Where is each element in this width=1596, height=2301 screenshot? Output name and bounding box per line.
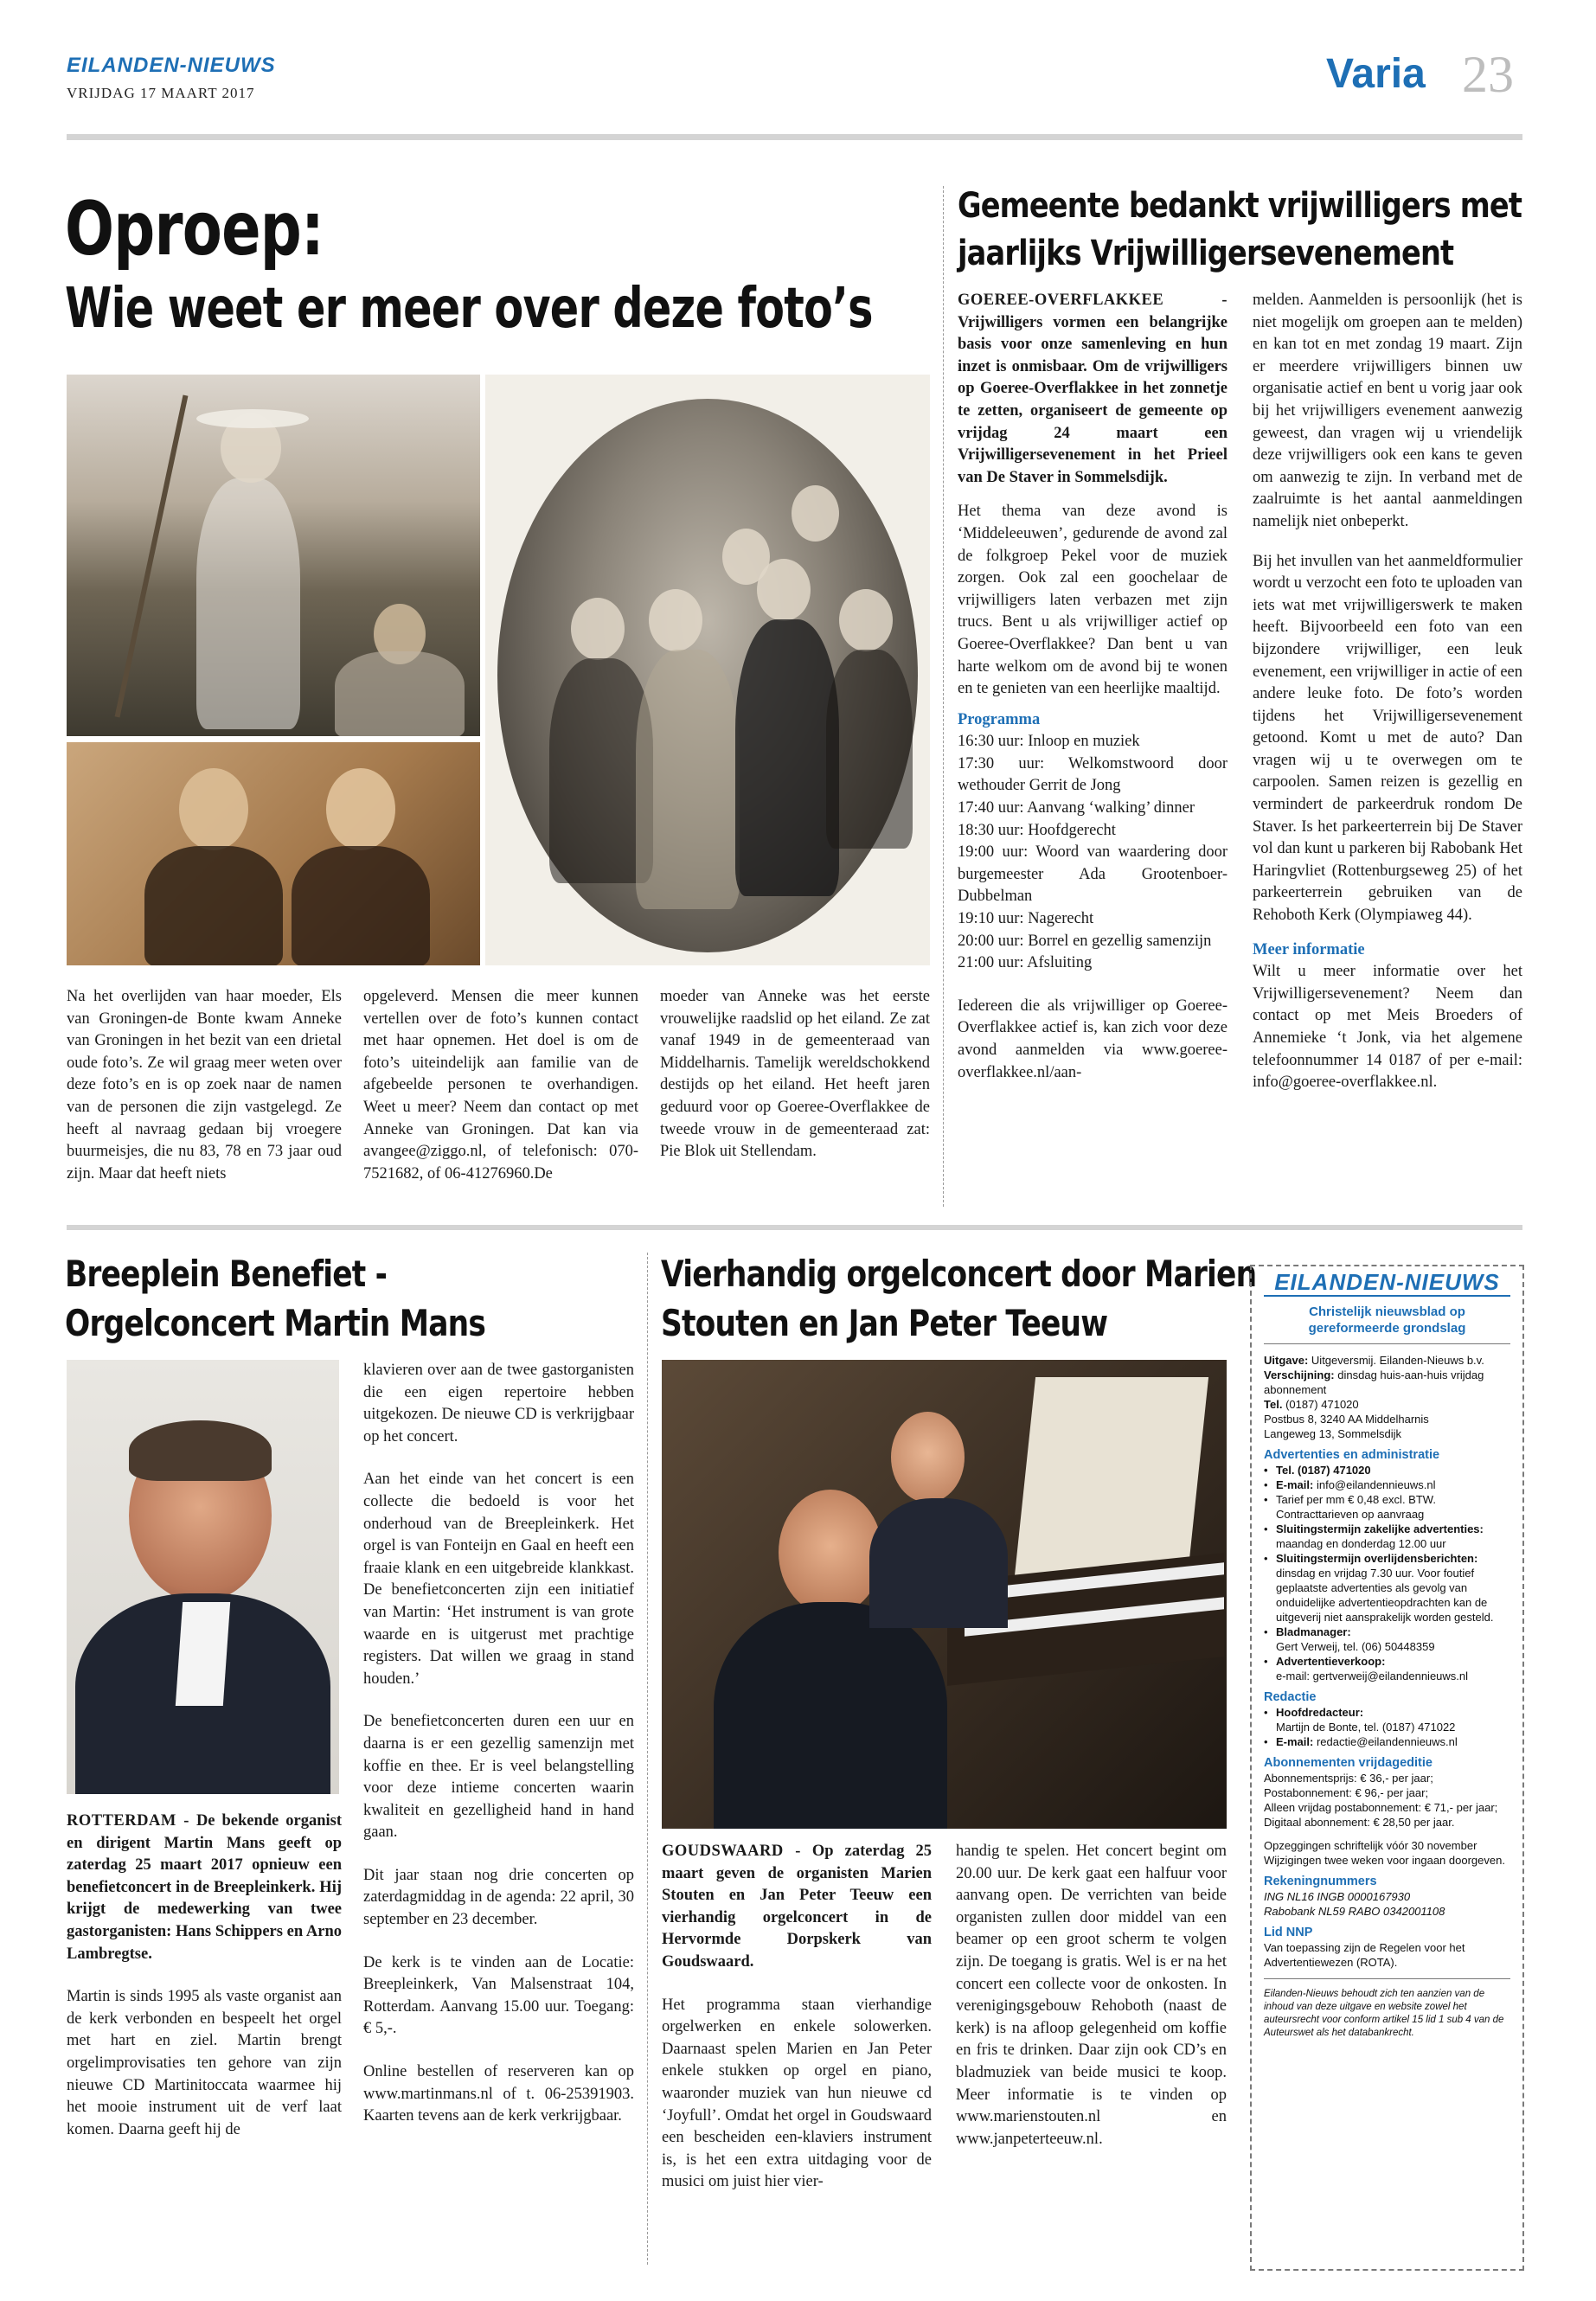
gemeente-col-1 — [958, 290, 1227, 1105]
orgel-p1: Het programma staan vierhandige orgelwerken en enkele solowerken. Daarnaast spelen Marien en Jan Peter enkele stukken op orgel en piano, waaronder muziek van hun nieuwe cd ‘Joyfull’. Omdat het orgel in Goudswaard een bescheiden een-klaviers instrument is, is het een extra uitdaging voor de musici om juist hier vier- — [662, 1996, 932, 2191]
programma-item: 18:30 uur: Hoofdgerecht — [958, 821, 1116, 839]
redactie-heading: Redactie — [1264, 1690, 1317, 1704]
breeplein-kicker: ROTTERDAM - — [67, 1812, 189, 1830]
redactie-list — [1264, 1705, 1510, 1749]
mid-rule — [67, 1225, 1522, 1230]
photo-couple — [67, 742, 480, 965]
orgel-col-1 — [662, 1841, 932, 2214]
advertenties-list — [1264, 1463, 1510, 1683]
breeplein-p2: klavieren over aan de twee gastorganisten die een eigen repertoire hebben uitgekozen. De nieuwe CD is verkrijgbaar op het concert. — [363, 1362, 634, 1445]
colophon-adres: Langeweg 13, Sommelsdijk — [1264, 1427, 1401, 1440]
abon-line: Alleen vrijdag postabonnement: € 71,- per jaar; — [1264, 1801, 1498, 1814]
gemeente-p2: Iedereen die als vrijwilliger op Goeree-Overflakkee actief is, kan zich voor deze avond aanmelden via www.goeree-overflakkee.nl/aan- — [958, 997, 1227, 1081]
programma-item: 16:30 uur: Inloop en muziek — [958, 733, 1140, 751]
abon-opzeggen: Opzeggingen schriftelijk vóór 30 november Wijzigingen twee weken voor ingaan doorgeven. — [1264, 1839, 1505, 1867]
breeplein-title-2: Orgelconcert Martin Mans — [65, 1302, 486, 1344]
page-number: 23 — [1462, 46, 1514, 103]
colophon-tel: Tel. (0187) 471020 — [1264, 1398, 1359, 1411]
gemeente-lead: Vrijwilligers vormen een belangrijke basis voor onze samenleving en hun inzet is onmisbaar. Om de vrijwilligers op Goeree-Overflakkee in het zonnetje te zetten, organiseert de gemeente op vrijdag 24 maart een Vrijwilligersevenement in het Prieel van De Staver in Sommelsdijk. — [958, 313, 1227, 486]
rekening-rabobank: Rabobank NL59 RABO 0342001108 — [1264, 1905, 1445, 1918]
photo-family-oval — [485, 375, 930, 965]
oproep-title: Oproep: — [65, 186, 324, 272]
colophon-tagline — [1264, 1304, 1510, 1336]
column-divider — [647, 1253, 648, 2265]
gemeente-p1: Het thema van deze avond is ‘Middeleeuwen’, gedurende de avond zal de folkgroep Pekel voor de muziek zorgen. Ook zal een goochelaar de vrijwilligers laten verbazen met zijn trucs. Bent u als vrijwilliger actief op Goeree-Overflakkee? Dan bent u van harte welkom om de avond bij te wonen en te genieten van een heerlijke maaltijd. — [958, 503, 1227, 698]
adv-sluiting: • Sluitingstermijn zakelijke advertenties: maandag en donderdag 12.00 uur — [1264, 1522, 1510, 1551]
programma-item: 19:10 uur: Nagerecht — [958, 910, 1094, 928]
programma-item: 19:00 uur: Woord van waardering door burgemeester Ada Grootenboer-Dubbelman — [958, 843, 1227, 906]
rekening-ing: ING NL16 INGB 0000167930 — [1264, 1890, 1411, 1903]
gemeente-p4: Bij het invullen van het aanmeldformulier wordt u verzocht een foto te uploaden van iets wat met vrijwilligerswerk te maken heeft. Bijvoorbeeld een foto van een bijzondere vrijwilliger, een leuk evenement, een vrijwilliger in actie of een andere leuke foto. De foto’s worden tijdens het Vrijwilligersevenement getoond. Komt u met de auto? Dan vragen wij u te overwegen om te carpoolen. Samen reizen is gezellig en vermindert de parkeerdruk rondom De Staver. Is het parkeerterrein bij De Staver vol dan kunt u parkeren bij Rabobank Het Haringvliet (Rottenburgseweg 25) of het parkeerterrein gebruiken van de Rehoboth Kerk (Olympiaweg 44). — [1253, 552, 1522, 925]
hoofdredacteur: • Hoofdredacteur: Martijn de Bonte, tel. (0187) 471022 — [1264, 1705, 1510, 1734]
adv-tarief: • Tarief per mm € 0,48 excl. BTW. Contracttarieven op aanvraag — [1264, 1492, 1510, 1522]
meer-informatie-heading: Meer informatie — [1253, 940, 1365, 958]
colophon-uitgave: Uitgave: Uitgeversmij. Eilanden-Nieuws b.v. — [1264, 1354, 1484, 1367]
nnp-heading: Lid NNP — [1264, 1926, 1313, 1939]
column-divider — [943, 186, 944, 1207]
abon-line: Abonnementsprijs: € 36,- per jaar; — [1264, 1772, 1433, 1785]
section-title: Varia — [1326, 51, 1426, 97]
breeplein-p5: Dit jaar staan nog drie concerten op zaterdagmiddag in de agenda: 22 april, 30 september en 23 december. — [363, 1866, 634, 1929]
breeplein-title-1: Breeplein Benefiet - — [65, 1253, 388, 1295]
programma-list — [958, 731, 1227, 975]
breeplein-p6: De kerk is te vinden aan de Locatie: Breepleinkerk, Van Malsenstraat 104, Rotterdam. Aanvang 15.00 uur. Toegang: € 5,-. — [363, 1953, 634, 2038]
programma-item: 20:00 uur: Borrel en gezellig samenzijn — [958, 932, 1212, 950]
colophon-verschijning: Verschijning: dinsdag huis-aan-huis vrijdag abonnement — [1264, 1368, 1484, 1396]
gemeente-p3: melden. Aanmelden is persoonlijk (het is niet mogelijk om groepen aan te melden) en kan tot en met zondag 19 maart. Zijn er meerdere vrijwilligers binnen uw organisatie actief en bent u vorig jaar ook bij het vrijwilligers evenement aanwezig geweest, dan vragen wij u vriendelijk deze vrijwilligers ook een kans te geven om aanwezig te zijn. In verband met de zaalruimte is het aantal aanmeldingen namelijk niet onbeperkt. — [1253, 292, 1522, 530]
advertenties-heading: Advertenties en administratie — [1264, 1448, 1440, 1462]
tagline-line: gereformeerde grondslag — [1308, 1321, 1466, 1336]
gemeente-title-1: Gemeente bedankt vrijwilligers met — [958, 186, 1522, 226]
photo-martin-mans — [67, 1360, 339, 1794]
oproep-subtitle: Wie weet er meer over deze foto’s — [65, 277, 873, 341]
breeplein-p4: De benefietconcerten duren een uur en daarna is er een gezellig samenzijn met koffie en thee. Er is veel belangstelling voor deze intieme concerten waarin kwaliteit en gezelligheid hand in hand gaan. — [363, 1713, 634, 1842]
orgel-kicker: GOUDSWAARD - — [662, 1843, 801, 1860]
programma-item: 17:30 uur: Welkomstwoord door wethouder Gerrit de Jong — [958, 754, 1227, 795]
photo-organists — [662, 1360, 1227, 1829]
breeplein-p7: Online bestellen of reserveren kan op www.martinmans.nl of t. 06-25391903. Kaarten tevens aan de kerk verkrijgbaar. — [363, 2063, 634, 2125]
redactie-email[interactable]: • E-mail: redactie@eilandennieuws.nl — [1264, 1734, 1510, 1749]
bladmanager: • Bladmanager: Gert Verweij, tel. (06) 50448359 — [1264, 1625, 1510, 1654]
breeplein-p1: Martin is sinds 1995 als vaste organist aan de kerk verbonden en bespeelt het orgel met hart en ziel. Martin brengt orgelimprovisaties ten gehore van zijn nieuwe CD Martinitoccata waarmee hij het mooie instrument uit de verf laat komen. Daarna geeft hij de — [67, 1988, 342, 2138]
abon-line: Postabonnement: € 96,- per jaar; — [1264, 1786, 1429, 1799]
orgel-col-2 — [956, 1841, 1227, 2171]
breeplein-lead: De bekende organist en dirigent Martin Mans geeft op zaterdag 25 maart 2017 opnieuw een benefietconcert in de Breepleinkerk. Hij krijgt de medewerking van twee gastorganisten: Hans Schippers en Arno Lambregtse. — [67, 1812, 342, 1963]
adv-overlijden: • Sluitingstermijn overlijdensberichten: dinsdag en vrijdag 7.30 uur. Voor foutief geplaatste advertenties als gevolg van onduidelijke advertentieopdrachten kan de uitgeverij niet aansprakelijk worden gesteld. — [1264, 1551, 1510, 1625]
colophon-logo: EILANDEN-NIEUWS — [1274, 1269, 1500, 1295]
programma-item: 17:40 uur: Aanvang ‘walking’ dinner — [958, 799, 1195, 817]
oproep-col-1: Na het overlijden van haar moeder, Els van Groningen-de Bonte kwam Anneke van Groningen in het bezit van een drietal oude foto’s. Ze wil graag meer weten over deze foto’s en is op zoek naar de namen van de personen die zijn vastgelegd. Ze heeft al navraag gedaan bij vroegere buurmeisjes, die nu 83, 78 en 73 jaar oud zijn. Maar dat heeft niets — [67, 988, 342, 1183]
breeplein-p3: Aan het einde van het concert is een collecte die bedoeld is voor het onderhoud van de Breepleinkerk. Het orgel is van Fonteijn en Gaal en heeft een fraaie klank en een uitgebreide klankkast. De benefietconcerten zijn een initiatief van Martin: ‘Het instrument is van grote waarde en is uitgerust met prachtige registers. Dat willen we graag in stand houden.’ — [363, 1471, 634, 1688]
advertentieverkoop: • Advertentieverkoop: e-mail: gertverweij@eilandennieuws.nl — [1264, 1654, 1510, 1683]
orgel-p2: handig te spelen. Het concert begint om 20.00 uur. De kerk gaat een halfuur voor aanvang open. De verrichten van beide organisten zullen door middel van een beamer op een groot scherm te volgen zijn. De toegang is gratis. Wel is er na het concert een collecte voor de onkosten. In verenigingsgebouw Rehoboth (naast de kerk) is na afloop gelegenheid om koffie en fris te drinken. Daar zijn ook CD’s en bladmuziek van beide musici te koop. Meer informatie is te vinden op www.marienstouten.nl en www.janpeterteeuw.nl. — [956, 1843, 1227, 2148]
orgel-title-2: Stouten en Jan Peter Teeuw — [661, 1302, 1108, 1344]
adv-email[interactable]: • E-mail: info@eilandennieuws.nl — [1264, 1477, 1510, 1492]
header-rule — [67, 134, 1522, 140]
nnp-text: Van toepassing zijn de Regelen voor het Advertentiewezen (ROTA). — [1264, 1941, 1465, 1969]
gemeente-col-2 — [1253, 290, 1522, 1115]
gemeente-p5: Wilt u meer informatie over het Vrijwilligersevenement? Neem dan contact op met Meis Broeders of Annemieke ‘t Jonk, via het algemene telefoonnummer 14 0187 of per e-mail: info@goeree-overflakkee.nl. — [1253, 963, 1522, 1092]
orgel-title-1: Vierhandig orgelconcert door Marien — [661, 1253, 1257, 1295]
colophon-postbus: Postbus 8, 3240 AA Middelharnis — [1264, 1413, 1429, 1426]
colophon-box — [1250, 1265, 1524, 2271]
breeplein-col-1 — [67, 1811, 342, 2162]
programma-item: 21:00 uur: Afsluiting — [958, 954, 1093, 972]
abon-line: Digitaal abonnement: € 28,50 per jaar. — [1264, 1816, 1455, 1829]
gemeente-title-2: jaarlijks Vrijwilligersevenement — [958, 234, 1454, 273]
programma-heading: Programma — [958, 710, 1041, 728]
issue-date: VRIJDAG 17 MAART 2017 — [67, 85, 255, 101]
orgel-lead: Op zaterdag 25 maart geven de organisten Marien Stouten en Jan Peter Teeuw een vierhandig orgelconcert in de Hervormde Dorpskerk van Goudswaard. — [662, 1843, 933, 1971]
abonnementen-heading: Abonnementen vrijdageditie — [1264, 1756, 1433, 1770]
colophon-rule — [1264, 1978, 1510, 1979]
breeplein-col-2 — [363, 1360, 634, 2149]
adv-tel: • Tel. (0187) 471020 — [1264, 1463, 1510, 1477]
tagline-line: Christelijk nieuwsblad op — [1309, 1304, 1465, 1319]
oproep-col-3: moeder van Anneke was het eerste vrouwelijke raadslid op het eiland. Ze zat vanaf 1949 in de gemeenteraad van Middelharnis. Tamelijk wereldschokkend destijds op het eiland. Het heeft jaren geduurd voor op Goeree-Overflakkee de tweede vrouw in de gemeenteraad zat: Pie Blok uit Stellendam. — [660, 988, 930, 1161]
photo-farmers — [67, 375, 480, 736]
colophon-rule — [1264, 1295, 1510, 1297]
colophon-disclaimer: Eilanden-Nieuws behoudt zich ten aanzien van de inhoud van deze uitgave en website zowel het auteursrecht voor conform artikel 15 lid 1 sub 4 van de Auteurswet als het databankrecht. — [1264, 1989, 1504, 2038]
rekeningnummers-heading: Rekeningnummers — [1264, 1875, 1377, 1888]
masthead-logo: EILANDEN-NIEUWS — [67, 54, 276, 77]
oproep-col-2: opgeleverd. Mensen die meer kunnen vertellen over de foto’s kunnen contact met haar opnemen. Het doel is om de foto’s uiteindelijk aan familie van de afgebeelde personen te overhandigen. Weet u meer? Neem dan contact op met Anneke van Groningen. Dat kan via avangee@ziggo.nl, of telefonisch: 070-7521682, of 06-41276960.De — [363, 988, 638, 1183]
colophon-rule — [1264, 1343, 1510, 1344]
gemeente-kicker: GOEREE-OVERFLAKKEE - — [958, 292, 1227, 309]
